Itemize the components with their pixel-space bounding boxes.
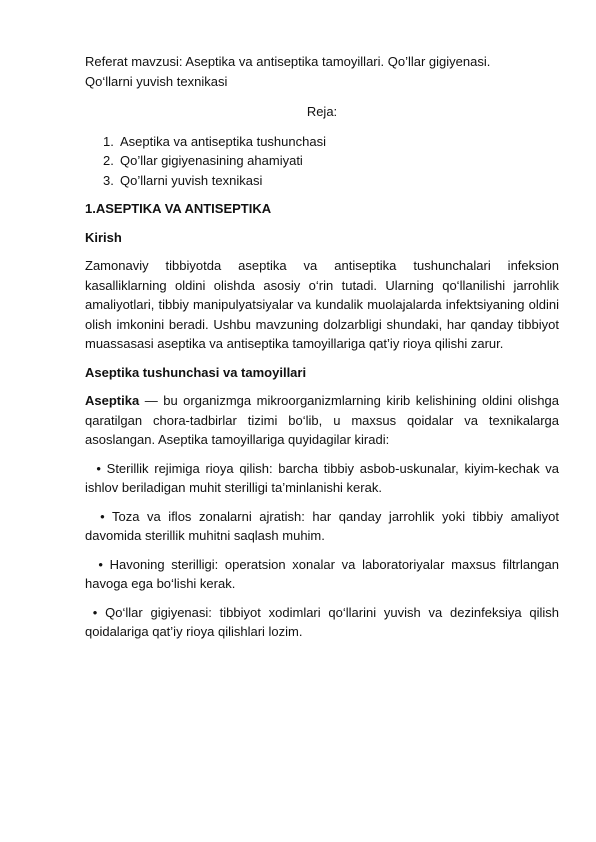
document-title-line-2: Qo‘llarni yuvish texnikasi: [85, 73, 228, 89]
plan-list: [85, 132, 559, 191]
section-heading: 1.ASEPTIKA VA ANTISEPTIKA: [85, 201, 272, 216]
intro-paragraph: Zamonaviy tibbiyotda aseptika va antiseptika tushunchalari infeksion kasalliklarning oldini olishda asosiy o‘rin tutadi. Ularning qo‘llanilishi jarrohlik amaliyotlari, tibbiy manipulyatsiyalar va kundalik muolajalarda infektsiyaning oldini olish imkonini beradi. Ushbu mavzuning dolzarbligi shundaki, har qanday tibbiyot muassasasi aseptika va antiseptika tamoyillariga qat’iy rioya qilishi zarur.: [85, 258, 559, 351]
plan-item: [85, 132, 559, 152]
plan-item-number: 2.: [103, 153, 114, 168]
definition-paragraph: [85, 391, 559, 450]
plan-item-number: 1.: [103, 133, 114, 149]
bullet-item: • Qo‘llar gigiyenasi: tibbiyot xodimlari qo‘llarini yuvish va dezinfeksiya qilish qoidalariga qat’iy rioya qilishlari lozim.: [85, 604, 563, 639]
subsection-heading: Aseptika tushunchasi va tamoyillari: [85, 364, 307, 380]
definition-term: Aseptika: [85, 393, 140, 408]
bullet-item: • Sterillik rejimiga rioya qilish: barcha tibbiy asbob-uskunalar, kiyim-kechak va ishlov beriladigan muhit sterilligi ta’minlanishi kerak.: [85, 460, 563, 495]
intro-heading: Kirish: [85, 229, 122, 245]
plan-heading: Reja:: [306, 104, 338, 119]
plan-item-text: Qo’llar gigiyenasining ahamiyati: [120, 153, 303, 168]
bullet-item: • Havoning sterilligi: operatsion xonalar va laboratoriyalar maxsus filtrlangan havoga ega bo‘lishi kerak.: [85, 556, 563, 591]
document-title-line-1: Referat mavzusi: Aseptika va antiseptika tamoyillari. Qo’llar gigiyenasi.: [85, 54, 491, 69]
plan-item-text: Aseptika va antiseptika tushunchasi: [120, 133, 326, 149]
document-page: [85, 52, 563, 642]
bullet-item: • Toza va iflos zonalarni ajratish: har qanday jarrohlik yoki tibbiy amaliyot davomida sterillik muhitni saqlash muhim.: [85, 508, 563, 543]
plan-item: [85, 171, 559, 191]
plan-item-text: Qo’llarni yuvish texnikasi: [120, 172, 263, 188]
plan-item: [85, 151, 559, 171]
plan-item-number: 3.: [103, 172, 114, 188]
definition-text: — bu organizmga mikroorganizmlarning kirib kelishining oldini olishga qaratilgan chora-tadbirlar tizimi bo‘lib, u maxsus qoidalar va texnikalarga asoslangan. Aseptika tamoyillariga quyidagilar kiradi:: [85, 393, 559, 447]
